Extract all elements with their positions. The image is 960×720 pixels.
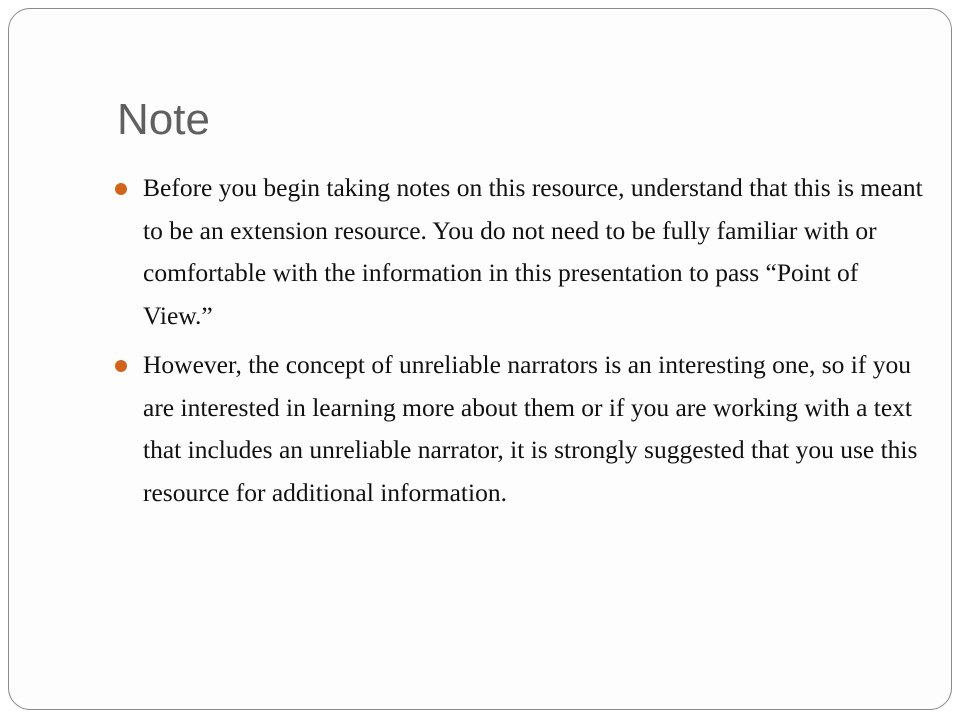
slide-frame <box>8 8 952 710</box>
slide-title: Note <box>117 95 210 144</box>
bullet-text: However, the concept of unreliable narrators is an interesting one, so if you are interested in learning more about them or if you are working with a text that includes an unreliable narrator, it is strongly suggested that you use this resource for additional information. <box>143 350 918 507</box>
bullet-list <box>143 167 923 521</box>
bullet-dot-icon <box>115 360 127 372</box>
bullet-item <box>143 344 923 514</box>
bullet-item <box>143 167 923 337</box>
bullet-text: Before you begin taking notes on this resource, understand that this is meant to be an extension resource. You do not need to be fully familiar with or comfortable with the information in this presentation to pass “Point of View.” <box>143 173 923 330</box>
bullet-dot-icon <box>115 183 127 195</box>
